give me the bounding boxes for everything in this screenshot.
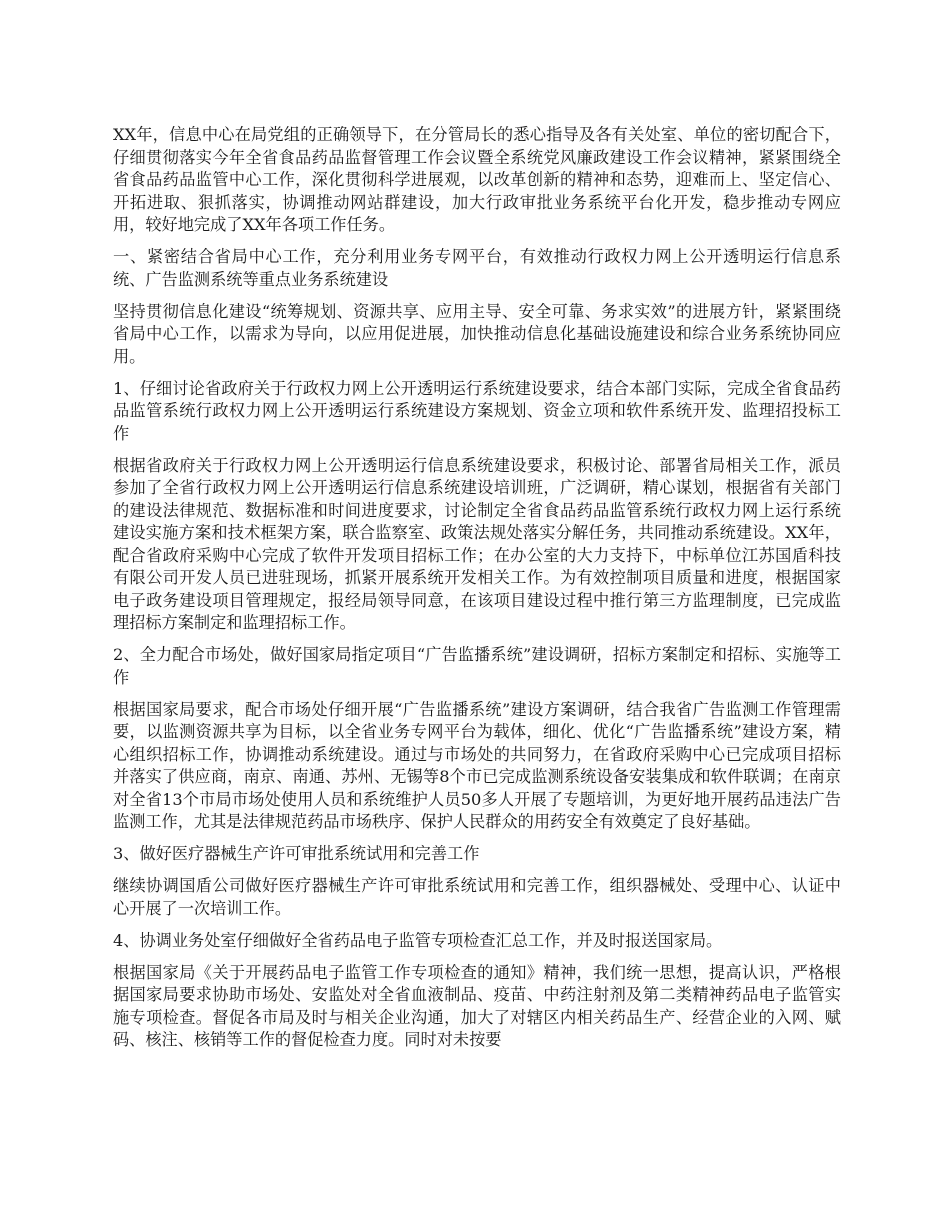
section-paragraph-1: 坚持贯彻信息化建设“统筹规划、资源共享、应用主导、安全可靠、务求实效”的进展方针，紧紧围绕省局中心工作，以需求为导向，以应用促进展，加快推动信息化基础设施建设和综合业务系统协同应用。: [113, 301, 841, 366]
item-heading-1: 1、仔细讨论省政府关于行政权力网上公开透明运行系统建设要求，结合本部门实际，完成全省食品药品监管系统行政权力网上公开透明运行系统建设方案规划、资金立项和软件系统开发、监理招投标工作: [113, 378, 841, 443]
item-paragraph-1: 根据省政府关于行政权力网上公开透明运行信息系统建设要求，积极讨论、部署省局相关工作，派员参加了全省行政权力网上公开透明运行信息系统建设培训班，广泛调研，精心谋划，根据省有关部门的建设法律规范、数据标准和时间进度要求，讨论制定全省食品药品监管系统行政权力网上运行系统建设实施方案和技术框架方案，联合监察室、政策法规处落实分解任务，共同推动系统建设。XX年，配合省政府采购中心完成了软件开发项目招标工作；在办公室的大力支持下，中标单位江苏国盾科技有限公司开发人员已进驻现场，抓紧开展系统开发相关工作。为有效控制项目质量和进度，根据国家电子政务建设项目管理规定，报经局领导同意，在该项目建设过程中推行第三方监理制度，已完成监理招标方案制定和监理招标工作。: [113, 455, 841, 632]
item-paragraph-2: 根据国家局要求，配合市场处仔细开展“广告监播系统”建设方案调研，结合我省广告监测工作管理需要，以监测资源共享为目标，以全省业务专网平台为载体，细化、优化“广告监播系统”建设方案，精心组织招标工作，协调推动系统建设。通过与市场处的共同努力，在省政府采购中心已完成项目招标并落实了供应商，南京、南通、苏州、无锡等8个市已完成监测系统设备安装集成和软件联调；在南京对全省13个市局市场处使用人员和系统维护人员50多人开展了专题培训，为更好地开展药品违法广告监测工作，尤其是法律规范药品市场秩序、保护人民群众的用药安全有效奠定了良好基础。: [113, 699, 841, 831]
intro-paragraph: XX年，信息中心在局党组的正确领导下，在分管局长的悉心指导及各有关处室、单位的密切配合下，仔细贯彻落实今年全省食品药品监督管理工作会议暨全系统党风廉政建设工作会议精神，紧紧围绕全省食品药品监管中心工作，深化贯彻科学进展观，以改革创新的精神和态势，迎难而上、坚定信心、开拓进取、狠抓落实，协调推动网站群建设，加大行政审批业务系统平台化开发，稳步推动专网应用，较好地完成了XX年各项工作任务。: [113, 125, 841, 234]
document-body: [113, 124, 841, 1061]
item-paragraph-4: 根据国家局《关于开展药品电子监管工作专项检查的通知》精神，我们统一思想，提高认识，严格根据国家局要求协助市场处、安监处对全省血液制品、疫苗、中药注射剂及第二类精神药品电子监管实施专项检查。督促各市局及时与相关企业沟通，加大了对辖区内相关药品生产、经营企业的入网、赋码、核注、核销等工作的督促检查力度。同时对未按要: [113, 962, 841, 1049]
item-heading-4: 4、协调业务处室仔细做好全省药品电子监管专项检查汇总工作，并及时报送国家局。: [113, 930, 723, 950]
item-heading-2: 2、全力配合市场处，做好国家局指定项目“广告监播系统”建设调研，招标方案制定和招标、实施等工作: [113, 645, 841, 687]
section-heading-1: 一、紧密结合省局中心工作，充分利用业务专网平台，有效推动行政权力网上公开透明运行信息系统、广告监测系统等重点业务系统建设: [113, 247, 841, 289]
item-paragraph-3: 继续协调国盾公司做好医疗器械生产许可审批系统试用和完善工作，组织器械处、受理中心、认证中心开展了一次培训工作。: [113, 876, 841, 918]
item-heading-3: 3、做好医疗器械生产许可审批系统试用和完善工作: [113, 844, 480, 863]
